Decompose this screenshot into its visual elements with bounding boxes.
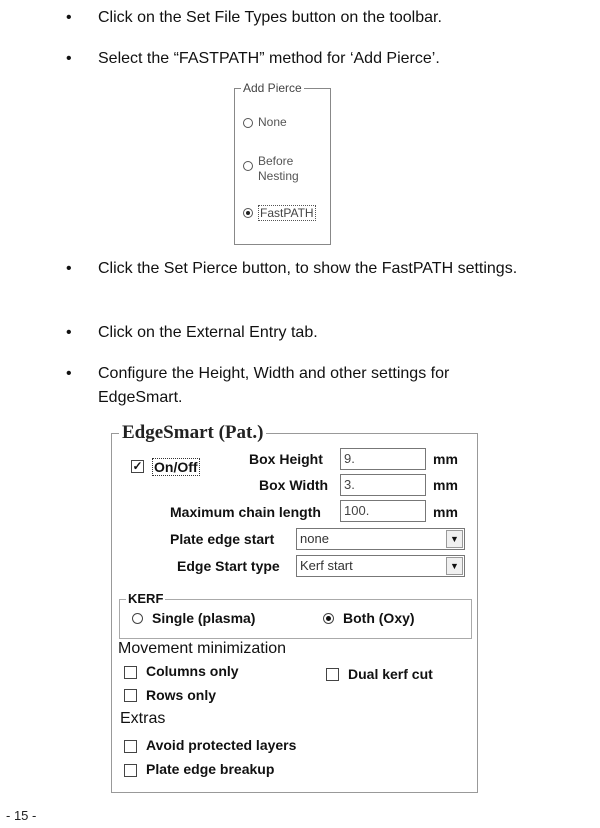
edge-start-type-value: Kerf start [300,558,353,573]
extras-heading: Extras [120,710,166,727]
onoff-label[interactable]: On/Off [154,459,198,475]
edgesmart-panel [111,422,478,793]
add-pierce-legend: Add Pierce [243,81,302,95]
step-text: Configure the Height, Width and other settings for EdgeSmart. [98,365,450,406]
bullet-marker: • [66,260,72,277]
pierce-option-label: None [258,115,287,129]
radio-selected-icon[interactable] [243,208,253,218]
columns-only-label[interactable]: Columns only [146,663,239,679]
step-text: Click on the External Entry tab. [98,324,318,341]
bullet-marker: • [66,50,72,67]
radio-icon[interactable] [243,118,253,128]
step-text: Click the Set Pierce button, to show the FastPATH settings. [98,260,518,277]
dropdown-arrow-icon[interactable]: ▼ [446,557,463,575]
bullet-marker: • [66,9,72,26]
kerf-legend: KERF [128,591,164,606]
bullet-marker: • [66,365,72,382]
dual-kerf-cut-label[interactable]: Dual kerf cut [348,666,433,682]
plate-edge-breakup-label[interactable]: Plate edge breakup [146,761,275,777]
avoid-protected-layers-label[interactable]: Avoid protected layers [146,737,297,753]
dual-kerf-cut-checkbox[interactable] [326,668,339,681]
radio-icon[interactable] [243,161,253,171]
kerf-both-label[interactable]: Both (Oxy) [343,610,415,626]
box-height-input[interactable]: 9. [340,448,426,470]
avoid-protected-layers-checkbox[interactable] [124,740,137,753]
pierce-option-none[interactable] [243,115,287,129]
add-pierce-group [234,81,331,245]
page-number: - 15 - [6,808,37,823]
plate-edge-start-value: none [300,531,329,546]
box-width-input[interactable]: 3. [340,474,426,496]
rows-only-checkbox[interactable] [124,689,137,702]
onoff-checkbox[interactable]: ✓ [132,459,143,473]
columns-only-checkbox[interactable] [124,666,137,679]
unit-label: mm [433,451,458,467]
kerf-single-radio[interactable] [132,613,143,624]
edge-start-type-select[interactable] [296,555,465,577]
box-width-label: Box Width [259,477,329,493]
pierce-option-label: Before Nesting [258,154,299,183]
unit-label: mm [433,477,458,493]
plate-edge-start-select[interactable] [296,528,465,550]
bullet-marker: • [66,324,72,341]
edgesmart-title: EdgeSmart (Pat.) [119,422,266,444]
unit-label: mm [433,504,458,520]
box-height-label: Box Height [249,451,323,467]
kerf-single-label[interactable]: Single (plasma) [152,610,256,626]
plate-edge-breakup-checkbox[interactable] [124,764,137,777]
pierce-option-label: FastPATH [260,206,314,220]
pierce-option-fastpath[interactable] [243,205,316,221]
step-text: Select the “FASTPATH” method for ‘Add Pierce’. [98,50,440,67]
movement-minimization-heading: Movement minimization [118,640,287,657]
max-chain-length-label: Maximum chain length [170,504,321,520]
max-chain-length-input[interactable]: 100. [340,500,426,522]
pierce-option-before-nesting[interactable] [243,154,313,184]
dropdown-arrow-icon[interactable]: ▼ [446,530,463,548]
kerf-group [119,591,472,639]
step-text: Click on the Set File Types button on the toolbar. [98,9,442,26]
edge-start-type-label: Edge Start type [177,558,280,574]
rows-only-label[interactable]: Rows only [146,687,217,703]
plate-edge-start-label: Plate edge start [170,531,275,547]
kerf-both-radio[interactable] [323,613,334,624]
